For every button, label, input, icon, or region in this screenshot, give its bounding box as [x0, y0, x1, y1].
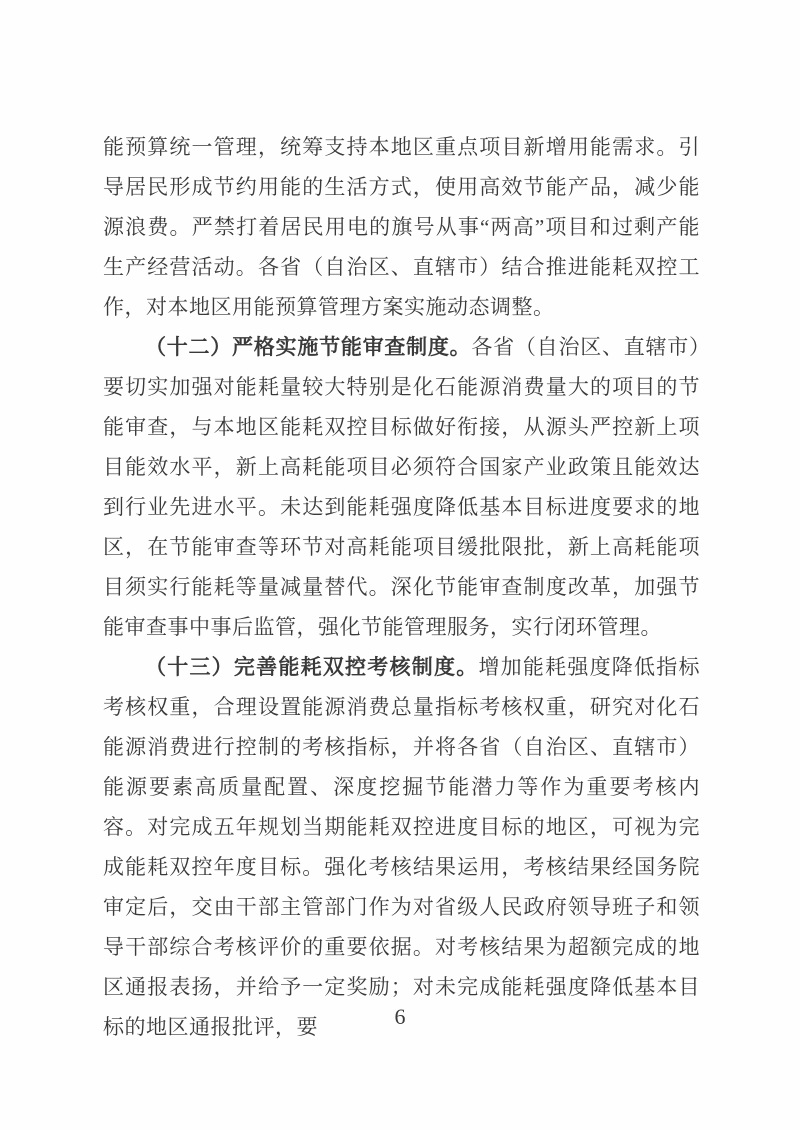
page-number: 6 — [394, 1004, 406, 1029]
document-content — [103, 127, 700, 1047]
paragraph-body: 增加能耗强度降低指标考核权重，合理设置能源消费总量指标考核权重，研究对化石能源消费进行控制的考核指标，并将各省（自治区、直辖市）能源要素高质量配置、深度挖掘节能潜力等作为重要考核内容。对完成五年规划当期能耗双控进度目标的地区，可视为完成能耗双控年度目标。强化考核结果运用，考核结果经国务院审定后，交由干部主管部门作为对省级人民政府领导班子和领导干部综合考核评价的重要依据。对考核结果为超额完成的地区通报表扬，并给予一定奖励；对未完成能耗强度降低基本目标的地区通报批评，要 — [103, 655, 700, 1039]
paragraph-heading: （十二）严格实施节能审查制度。 — [145, 335, 472, 359]
paragraph-continuation — [103, 127, 700, 327]
paragraph-body: 各省（自治区、直辖市）要切实加强对能耗量较大特别是化石能源消费量大的项目的节能审查，与本地区能耗双控目标做好衔接，从源头严控新上项目能效水平，新上高耗能项目必须符合国家产业政策且能效达到行业先进水平。未达到能耗强度降低基本目标进度要求的地区，在节能审查等环节对高耗能项目缓批限批，新上高耗能项目须实行能耗等量减量替代。深化节能审查制度改革，加强节能审查事中事后监管，强化节能管理服务，实行闭环管理。 — [103, 335, 701, 639]
paragraph-body: 能预算统一管理，统筹支持本地区重点项目新增用能需求。引导居民形成节约用能的生活方式，使用高效节能产品，减少能源浪费。严禁打着居民用电的旗号从事“两高”项目和过剩产能生产经营活动。各省（自治区、直辖市）结合推进能耗双控工作，对本地区用能预算管理方案实施动态调整。 — [103, 135, 700, 319]
paragraph-item-12 — [103, 327, 700, 647]
paragraph-heading: （十三）完善能耗双控考核制度。 — [145, 655, 479, 679]
paragraph-item-13 — [103, 647, 700, 1047]
